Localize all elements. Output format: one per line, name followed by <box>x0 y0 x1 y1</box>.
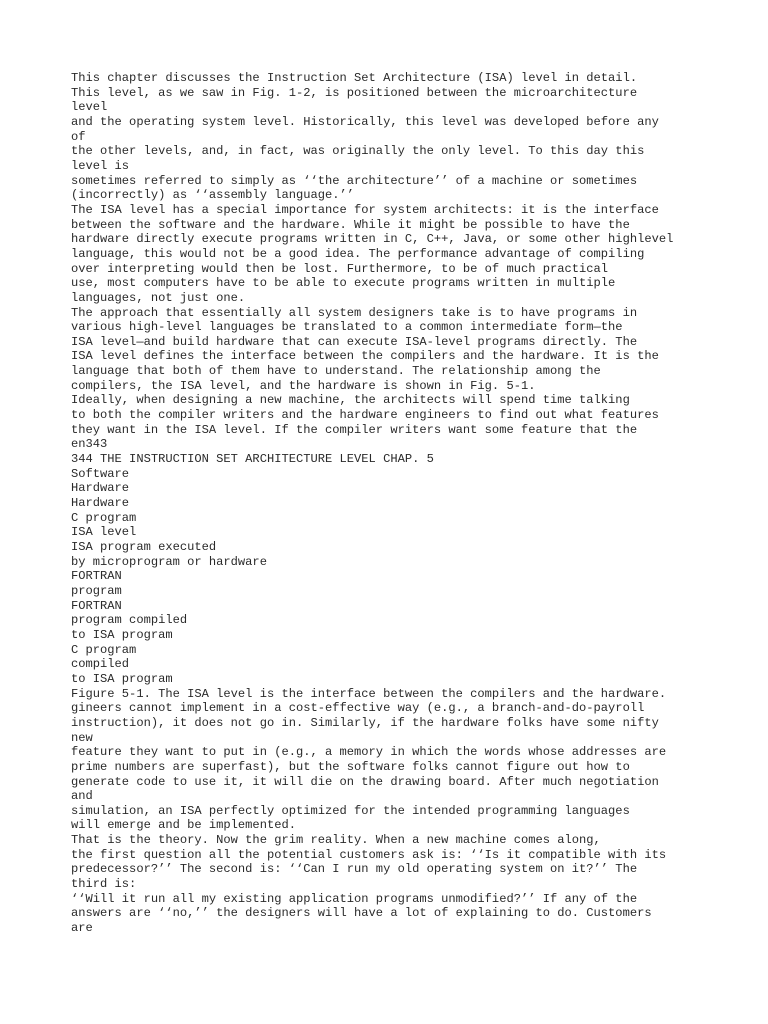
text-line: The approach that essentially all system designers take is to have programs in <box>71 305 638 320</box>
text-line: between the software and the hardware. While it might be possible to have the <box>71 217 630 232</box>
text-line: gineers cannot implement in a cost-effective way (e.g., a branch-and-do-payroll <box>71 701 645 716</box>
text-line: sometimes referred to simply as ‘‘the architecture’’ of a machine or sometimes <box>71 173 638 188</box>
text-line: prime numbers are superfast), but the software folks cannot figure out how to <box>71 759 630 774</box>
figure-label: Hardware <box>71 496 130 511</box>
text-line: That is the theory. Now the grim reality. When a new machine comes along, <box>71 833 601 848</box>
figure-label: program <box>71 583 122 598</box>
text-line: generate code to use it, it will die on the drawing board. After much negotiation <box>71 774 659 789</box>
figure-label: program compiled <box>71 613 188 628</box>
text-line: and the operating system level. Historically, this level was developed before any <box>71 114 659 129</box>
figure-label: C program <box>71 642 137 657</box>
figure-caption: Figure 5-1. The ISA level is the interface between the compilers and the hardware. <box>71 686 667 701</box>
text-line: various high-level languages be translated to a common intermediate form—the <box>71 320 623 335</box>
text-line: they want in the ISA level. If the compiler writers want some feature that the <box>71 422 638 437</box>
text-line: feature they want to put in (e.g., a memory in which the words whose addresses are <box>71 745 667 760</box>
text-line: answers are ‘‘no,’’ the designers will have a lot of explaining to do. Customers <box>71 906 652 921</box>
figure-label: ISA level <box>71 525 137 540</box>
text-line: level is <box>71 158 130 173</box>
figure-label: to ISA program <box>71 671 173 686</box>
figure-label: Software <box>71 466 130 481</box>
text-line: ISA level defines the interface between the compilers and the hardware. It is the <box>71 349 659 364</box>
text-line: simulation, an ISA perfectly optimized for the intended programming languages <box>71 803 630 818</box>
figure-label: FORTRAN <box>71 598 122 613</box>
text-line: the first question all the potential customers ask is: ‘‘Is it compatible with its <box>71 847 667 862</box>
text-line: This chapter discusses the Instruction Set Architecture (ISA) level in detail. <box>71 71 638 85</box>
figure-label: to ISA program <box>71 627 173 642</box>
text-line: new <box>71 730 93 745</box>
text-line: This level, as we saw in Fig. 1-2, is positioned between the microarchitecture <box>71 85 638 100</box>
figure-label: C program <box>71 510 137 525</box>
text-line: instruction), it does not go in. Similarly, if the hardware folks have some nifty <box>71 715 659 730</box>
running-header: 344 THE INSTRUCTION SET ARCHITECTURE LEVEL CHAP. 5 <box>71 452 434 467</box>
text-line: language, this would not be a good idea. The performance advantage of compiling <box>71 246 645 261</box>
text-line: are <box>71 921 93 936</box>
figure-label: compiled <box>71 657 130 672</box>
text-line: predecessor?’’ The second is: ‘‘Can I run my old operating system on it?’’ The <box>71 862 638 877</box>
text-line: over interpreting would then be lost. Furthermore, to be of much practical <box>71 261 609 276</box>
text-line: The ISA level has a special importance for system architects: it is the interface <box>71 202 659 217</box>
text-line: Ideally, when designing a new machine, the architects will spend time talking <box>71 393 630 408</box>
text-line: use, most computers have to be able to execute programs written in multiple <box>71 276 616 291</box>
text-line: language that both of them have to understand. The relationship among the <box>71 364 601 379</box>
text-line: ‘‘Will it run all my existing application programs unmodified?’’ If any of the <box>71 891 638 906</box>
text-line: hardware directly execute programs written in C, C++, Java, or some other highlevel <box>71 232 674 247</box>
text-line: of <box>71 129 86 144</box>
text-line: third is: <box>71 877 137 892</box>
text-line: ISA level—and build hardware that can execute ISA-level programs directly. The <box>71 334 638 349</box>
figure-label: by microprogram or hardware <box>71 554 267 569</box>
document-page <box>71 71 731 936</box>
text-line: (incorrectly) as ‘‘assembly language.’’ <box>71 188 355 203</box>
text-line: languages, not just one. <box>71 290 246 305</box>
figure-label: FORTRAN <box>71 569 122 584</box>
text-line: level <box>71 100 108 115</box>
text-line: and <box>71 789 93 804</box>
text-line: will emerge and be implemented. <box>71 818 296 833</box>
text-line: the other levels, and, in fact, was originally the only level. To this day this <box>71 144 645 159</box>
page-number-line: en343 <box>71 437 108 452</box>
figure-label: ISA program executed <box>71 540 217 554</box>
figure-label: Hardware <box>71 481 130 496</box>
text-line: to both the compiler writers and the hardware engineers to find out what features <box>71 408 659 423</box>
text-line: compilers, the ISA level, and the hardware is shown in Fig. 5-1. <box>71 378 536 393</box>
